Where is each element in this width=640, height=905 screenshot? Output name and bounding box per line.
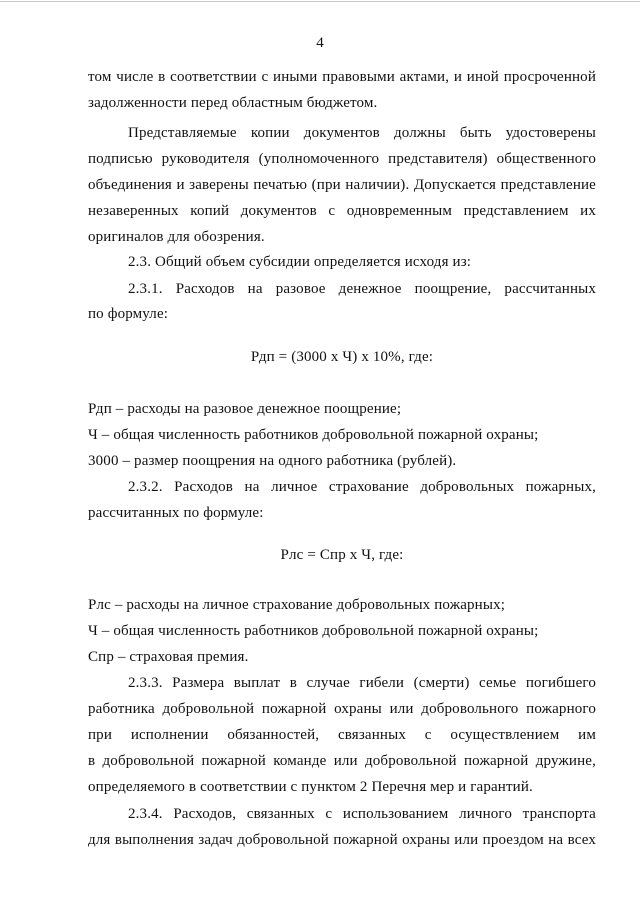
- text-line: для выполнения задач добровольной пожарной охраны или проездом на всех: [88, 832, 596, 848]
- paragraph-start-line: Представляемые копии документов должны быть удостоверены: [128, 125, 596, 141]
- text-line: задолженности перед областным бюджетом.: [88, 95, 378, 111]
- text-line: работника добровольной пожарной охраны или добровольного пожарного: [88, 701, 596, 717]
- text-line: подписью руководителя (уполномоченного представителя) общественного: [88, 151, 596, 167]
- text-line: том числе в соответствии с иными правовыми актами, и иной просроченной: [88, 69, 596, 85]
- formula-definition-line: Ч – общая численность работников добровольной пожарной охраны;: [88, 427, 539, 443]
- text-line: в добровольной пожарной команде или добровольной пожарной дружине,: [88, 753, 596, 769]
- formula-definition-line: Рдп – расходы на разовое денежное поощрение;: [88, 401, 402, 417]
- formula-definition-line: Спр – страховая премия.: [88, 649, 249, 665]
- text-line: при исполнении обязанностей, связанных с осуществлением им: [88, 727, 596, 743]
- formula-definition-line: Рлс – расходы на личное страхование добровольных пожарных;: [88, 597, 506, 613]
- formula-rls: Рлс = Спр х Ч, где:: [280, 547, 404, 563]
- text-line: оригиналов для обозрения.: [88, 229, 265, 245]
- formula-definition-line: Ч – общая численность работников добровольной пожарной охраны;: [88, 623, 539, 639]
- formula-definition-line: 3000 – размер поощрения на одного работника (рублей).: [88, 453, 457, 469]
- text-line: по формуле:: [88, 306, 169, 322]
- scan-top-edge: [0, 1, 640, 2]
- paragraph-start-line: 2.3.4. Расходов, связанных с использованием личного транспорта: [128, 806, 596, 822]
- page-number: 4: [316, 35, 324, 51]
- text-line: незаверенных копий документов с одновременным представлением их: [88, 203, 596, 219]
- formula-rdp: Рдп = (3000 х Ч) х 10%, где:: [250, 349, 434, 365]
- paragraph-start-line: 2.3.1. Расходов на разовое денежное поощрение, рассчитанных: [128, 281, 596, 297]
- text-line: объединения и заверены печатью (при наличии). Допускается представление: [88, 177, 596, 193]
- text-line: рассчитанных по формуле:: [88, 505, 264, 521]
- section-heading-line: 2.3. Общий объем субсидии определяется исходя из:: [128, 254, 472, 270]
- paragraph-start-line: 2.3.3. Размера выплат в случае гибели (смерти) семье погибшего: [128, 675, 596, 691]
- text-line: определяемого в соответствии с пунктом 2 Перечня мер и гарантий.: [88, 779, 533, 795]
- paragraph-start-line: 2.3.2. Расходов на личное страхование добровольных пожарных,: [128, 479, 596, 495]
